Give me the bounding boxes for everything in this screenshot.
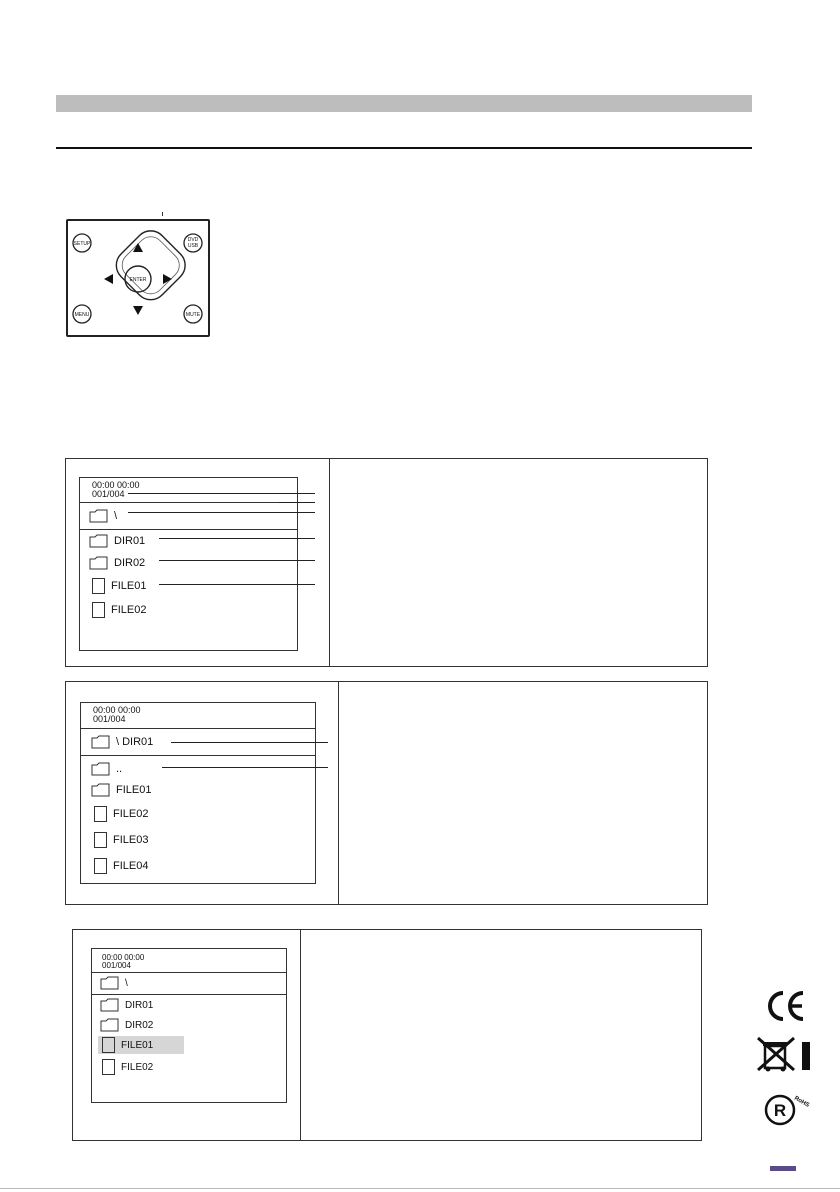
- browser-panel-subfolder: [65, 681, 708, 905]
- file-icon: [102, 1059, 115, 1075]
- file-icon: [94, 806, 107, 822]
- svg-text:ENTER: ENTER: [129, 277, 147, 283]
- browser-panel-root: [65, 458, 708, 667]
- callout-line: [159, 560, 315, 561]
- footer-rule: [0, 1188, 840, 1189]
- folder-icon: [89, 556, 108, 570]
- current-path: \ DIR01: [91, 733, 153, 751]
- stray-mark: [162, 212, 163, 216]
- callout-line: [279, 502, 315, 503]
- browser-panel-selection: [72, 929, 702, 1141]
- list-item[interactable]: FILE02: [102, 1058, 153, 1076]
- list-item[interactable]: DIR02: [100, 1016, 153, 1034]
- file-count: 001/004: [92, 489, 125, 499]
- svg-text:RoHS: RoHS: [793, 1095, 811, 1109]
- file-icon: [92, 602, 105, 618]
- svg-text:R: R: [773, 1101, 787, 1120]
- callout-line: [159, 538, 315, 539]
- arrow-down-icon: [133, 306, 143, 315]
- list-item[interactable]: DIR01: [89, 532, 145, 550]
- crossed-out-wheelie-bin-icon: [756, 1036, 814, 1072]
- setup-label: SETUP: [73, 241, 91, 247]
- list-item[interactable]: DIR01: [100, 996, 153, 1014]
- folder-icon: [91, 762, 110, 776]
- file-icon: [94, 858, 107, 874]
- svg-text:MENU: MENU: [74, 312, 90, 318]
- svg-text:MUTE: MUTE: [185, 312, 201, 318]
- callout-line: [162, 767, 328, 768]
- ce-mark-icon: [766, 990, 806, 1022]
- section-rule: [56, 147, 752, 149]
- callout-line: [128, 512, 315, 513]
- svg-text:DVD: DVD: [187, 237, 199, 243]
- list-item[interactable]: FILE01: [91, 781, 151, 799]
- folder-icon: [91, 735, 110, 749]
- file-browser-screen: [91, 948, 287, 1103]
- section-header-bar: [56, 95, 752, 112]
- file-count: 001/004: [102, 961, 131, 970]
- playback-time: 00:00 00:00: [92, 480, 140, 490]
- file-browser-screen: [80, 702, 316, 884]
- file-count: 001/004: [93, 714, 126, 724]
- folder-icon: [89, 509, 108, 523]
- svg-text:USB: USB: [187, 243, 199, 249]
- list-item[interactable]: ..: [91, 760, 122, 778]
- page-marker: [770, 1166, 796, 1171]
- file-icon: [94, 832, 107, 848]
- list-item-selected[interactable]: FILE01: [102, 1036, 153, 1054]
- list-item[interactable]: FILE03: [94, 831, 148, 849]
- playback-time: 00:00 00:00: [102, 953, 145, 962]
- list-item[interactable]: FILE01: [92, 577, 146, 595]
- callout-line: [171, 742, 328, 743]
- file-browser-screen: [79, 477, 298, 651]
- folder-icon: [91, 783, 110, 797]
- callout-line: [159, 584, 315, 585]
- current-path: \: [100, 974, 128, 992]
- file-icon: [102, 1037, 115, 1053]
- file-icon: [92, 578, 105, 594]
- callout-line: [128, 493, 315, 494]
- folder-icon: [100, 1018, 119, 1032]
- rohs-mark-icon: [762, 1090, 811, 1126]
- arrow-left-icon: [104, 274, 113, 284]
- folder-icon: [100, 998, 119, 1012]
- list-item[interactable]: FILE02: [92, 601, 146, 619]
- list-item[interactable]: DIR02: [89, 554, 145, 572]
- current-path: \: [89, 507, 117, 525]
- list-item[interactable]: FILE02: [94, 805, 148, 823]
- folder-icon: [100, 976, 119, 990]
- folder-icon: [89, 534, 108, 548]
- list-item[interactable]: FILE04: [94, 857, 148, 875]
- playback-time: 00:00 00:00: [93, 705, 141, 715]
- remote-keypad-illustration: [66, 219, 210, 337]
